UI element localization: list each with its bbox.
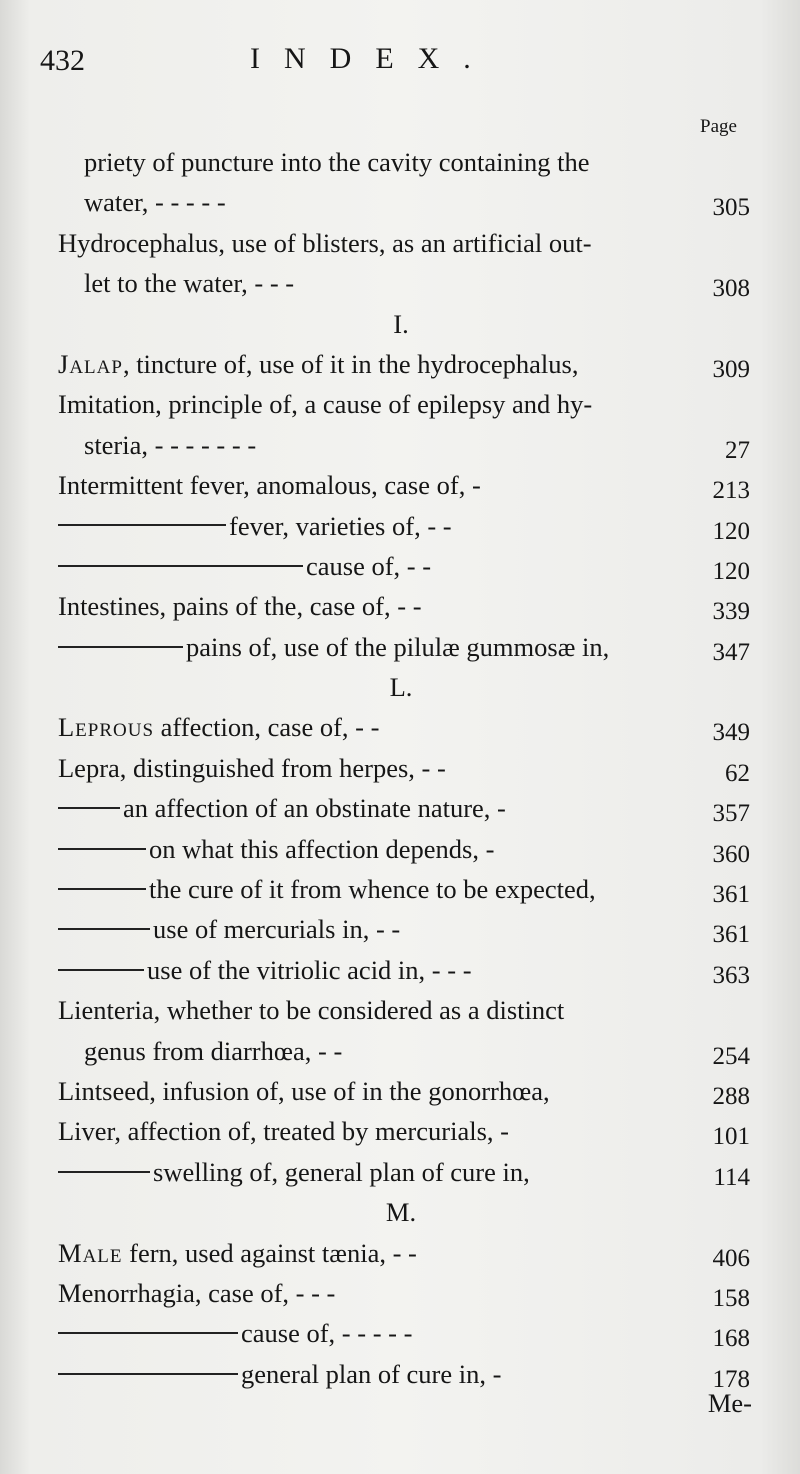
index-entry xyxy=(58,788,758,828)
index-entry xyxy=(58,263,758,303)
entry-text xyxy=(58,1233,417,1273)
entry-lead-word: Jalap xyxy=(58,348,123,379)
index-entry xyxy=(58,1354,758,1394)
entry-text xyxy=(84,182,226,222)
index-entry xyxy=(58,829,758,869)
index-entry xyxy=(58,425,758,465)
entry-body: , tincture of, use of it in the hydrocephalus, xyxy=(122,348,579,379)
catchword: Me- xyxy=(707,1388,752,1418)
entry-text xyxy=(58,909,400,949)
heading-letter xyxy=(58,1192,744,1232)
ditto-dash xyxy=(58,848,146,850)
index-entry xyxy=(58,465,758,505)
entry-page-number: 101 xyxy=(712,1123,750,1151)
ditto-dash xyxy=(58,565,303,567)
entry-text xyxy=(58,1152,530,1192)
ditto-dash xyxy=(58,524,226,526)
entry-page-number: 114 xyxy=(713,1163,750,1191)
entry-body: swelling of, general plan of cure in, xyxy=(153,1156,530,1187)
entry-body: Intermittent fever, anomalous, case of, - xyxy=(58,470,481,501)
index-entry xyxy=(58,506,758,546)
index-entry xyxy=(58,990,758,1030)
entry-text xyxy=(84,142,590,182)
entry-page-number: 254 xyxy=(712,1042,750,1070)
entry-page-number: 168 xyxy=(712,1325,750,1353)
index-entry xyxy=(58,182,758,222)
entry-body: Lintseed, infusion of, use of in the gonorrhœa, xyxy=(58,1075,550,1106)
entry-body: affection, case of, - - xyxy=(154,712,380,743)
entry-text xyxy=(84,263,294,303)
entry-page-number: 339 xyxy=(712,598,750,626)
entry-page-number: 158 xyxy=(712,1284,750,1312)
entry-body: use of mercurials in, - - xyxy=(153,914,401,945)
entry-text xyxy=(58,384,592,424)
entry-body: Liver, affection of, treated by mercurials, - xyxy=(58,1116,509,1147)
entry-lead-word: Male xyxy=(58,1237,123,1268)
entry-page-number: 347 xyxy=(712,638,750,666)
entry-text xyxy=(58,223,592,263)
index-entry xyxy=(58,142,758,182)
entry-body: fever, varieties of, - - xyxy=(229,510,452,541)
index-entry xyxy=(58,1313,758,1353)
running-title: INDEX. xyxy=(250,42,495,75)
ditto-dash xyxy=(58,1171,150,1173)
entry-body: cause of, - - - - - xyxy=(241,1318,413,1349)
entry-body: let to the water, - - - xyxy=(84,268,295,299)
page-header xyxy=(0,40,800,80)
entry-page-number: 357 xyxy=(712,800,750,828)
entry-text xyxy=(84,425,256,465)
entry-body: Intestines, pains of the, case of, - - xyxy=(58,591,422,622)
index-entry xyxy=(58,909,758,949)
entry-body: M. xyxy=(385,1197,417,1228)
entry-text xyxy=(58,1273,335,1313)
entry-page-number: 305 xyxy=(712,194,750,222)
index-entry xyxy=(58,1031,758,1071)
entry-page-number: 120 xyxy=(712,557,750,585)
entry-text xyxy=(58,586,422,626)
entry-body: fern, used against tænia, - - xyxy=(122,1237,417,1268)
entry-body: L. xyxy=(389,672,413,703)
entry-text xyxy=(58,990,564,1030)
index-letter-heading xyxy=(58,1192,758,1232)
entry-page-number: 361 xyxy=(712,881,750,909)
entry-text xyxy=(58,1071,550,1111)
index-entry xyxy=(58,869,758,909)
index-entry xyxy=(58,1152,758,1192)
entry-text xyxy=(58,829,494,869)
entry-text xyxy=(58,950,472,990)
entry-body: cause of, - - xyxy=(306,550,432,581)
entry-text xyxy=(58,627,609,667)
index-entry xyxy=(58,950,758,990)
heading-letter xyxy=(58,667,744,707)
ditto-dash xyxy=(58,646,183,648)
index-letter-heading xyxy=(58,304,758,344)
entry-text xyxy=(58,465,481,505)
entry-body: on what this affection depends, - xyxy=(149,833,495,864)
entry-page-number: 309 xyxy=(712,355,750,383)
entry-body: steria, - - - - - - - xyxy=(84,429,257,460)
entry-body: water, - - - - - xyxy=(84,187,226,218)
entry-page-number: 308 xyxy=(712,275,750,303)
index-entry xyxy=(58,546,758,586)
entry-text xyxy=(58,1354,501,1394)
entry-page-number: 288 xyxy=(712,1082,750,1110)
entry-text xyxy=(58,707,379,747)
entry-body: I. xyxy=(393,308,409,339)
entry-body: Lienteria, whether to be considered as a distinct xyxy=(58,995,565,1026)
entry-body: general plan of cure in, - xyxy=(241,1358,502,1389)
ditto-dash xyxy=(58,807,120,809)
index-entry xyxy=(58,384,758,424)
index-entry xyxy=(58,344,758,384)
entry-text xyxy=(58,1313,412,1353)
entry-lead-word: Leprous xyxy=(58,712,155,743)
index-entry xyxy=(58,586,758,626)
ditto-dash xyxy=(58,1373,238,1375)
index-entry xyxy=(58,1111,758,1151)
entry-page-number: 361 xyxy=(712,921,750,949)
entry-text xyxy=(84,1031,342,1071)
entry-body: pains of, use of the pilulæ gummosæ in, xyxy=(186,631,610,662)
entry-page-number: 62 xyxy=(725,759,750,787)
heading-letter xyxy=(58,304,744,344)
entry-body: an affection of an obstinate nature, - xyxy=(123,793,506,824)
entry-page-number: 349 xyxy=(712,719,750,747)
index-entry xyxy=(58,627,758,667)
entry-body: Lepra, distinguished from herpes, - - xyxy=(58,752,446,783)
index-entry xyxy=(58,748,758,788)
entry-body: the cure of it from whence to be expected, xyxy=(149,874,596,905)
index-entry xyxy=(58,223,758,263)
entry-text xyxy=(58,748,446,788)
entry-page-number: 178 xyxy=(712,1365,750,1393)
entry-body: genus from diarrhœa, - - xyxy=(84,1035,343,1066)
entry-text xyxy=(58,546,431,586)
entry-body: Hydrocephalus, use of blisters, as an artificial out- xyxy=(58,227,592,258)
index-entry xyxy=(58,1273,758,1313)
entry-text xyxy=(58,344,578,384)
page-number: 432 xyxy=(40,44,85,77)
ditto-dash xyxy=(58,928,150,930)
ditto-dash xyxy=(58,969,144,971)
entry-text xyxy=(58,788,506,828)
entry-page-number: 213 xyxy=(712,477,750,505)
index-entry xyxy=(58,1233,758,1273)
index-entry xyxy=(58,707,758,747)
entry-body: use of the vitriolic acid in, - - - xyxy=(147,954,472,985)
entry-text xyxy=(58,869,596,909)
entry-text xyxy=(58,506,452,546)
index-entries xyxy=(58,142,758,1394)
entry-text xyxy=(58,1111,509,1151)
entry-page-number: 27 xyxy=(725,436,750,464)
entry-page-number: 120 xyxy=(712,517,750,545)
index-entry xyxy=(58,1071,758,1111)
entry-body: Imitation, principle of, a cause of epilepsy and hy- xyxy=(58,389,593,420)
ditto-dash xyxy=(58,1332,238,1334)
entry-page-number: 406 xyxy=(712,1244,750,1272)
page-column-label: Page xyxy=(700,116,737,137)
entry-page-number: 360 xyxy=(712,840,750,868)
entry-body: priety of puncture into the cavity containing the xyxy=(84,147,590,177)
entry-body: Menorrhagia, case of, - - - xyxy=(58,1277,336,1308)
index-letter-heading xyxy=(58,667,758,707)
entry-page-number: 363 xyxy=(712,961,750,989)
ditto-dash xyxy=(58,888,146,890)
